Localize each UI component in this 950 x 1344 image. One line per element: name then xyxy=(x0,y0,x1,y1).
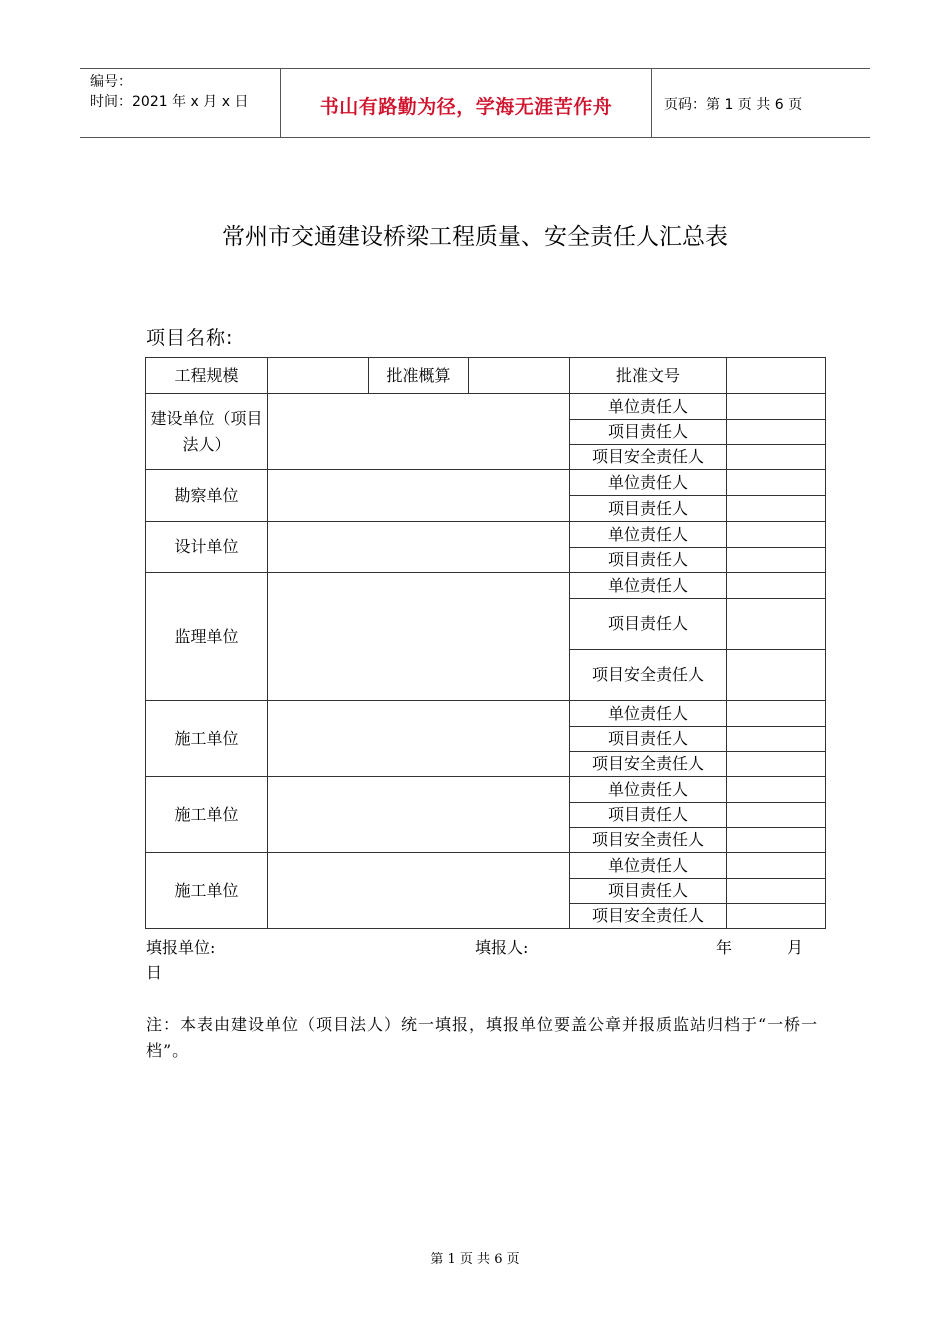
scale-label: 工程规模 xyxy=(146,358,268,394)
table-row xyxy=(146,853,826,879)
role-label: 项目安全责任人 xyxy=(570,445,727,470)
design-unit-label: 设计单位 xyxy=(146,522,268,573)
table-row xyxy=(146,522,826,548)
builder-unit-value-cell[interactable] xyxy=(268,777,570,853)
role-label: 项目责任人 xyxy=(570,548,727,573)
person-cell[interactable] xyxy=(727,573,826,599)
person-cell[interactable] xyxy=(727,522,826,548)
construction-unit-label: 建设单位（项目法人） xyxy=(146,394,268,470)
table-row xyxy=(146,777,826,803)
year-label: 年 xyxy=(716,938,733,957)
person-cell[interactable] xyxy=(727,803,826,828)
role-label: 项目安全责任人 xyxy=(570,650,727,701)
table-row xyxy=(146,573,826,599)
role-label: 项目责任人 xyxy=(570,879,727,904)
table-row xyxy=(146,394,826,420)
person-cell[interactable] xyxy=(727,701,826,727)
summary-table xyxy=(145,357,826,929)
role-label: 单位责任人 xyxy=(570,573,727,599)
role-label: 项目安全责任人 xyxy=(570,904,727,929)
role-label: 项目责任人 xyxy=(570,599,727,650)
footnote: 注：本表由建设单位（项目法人）统一填报，填报单位要盖公章并报质监站归档于“一桥一档”。 xyxy=(146,1015,819,1060)
builder-unit-label: 施工单位 xyxy=(146,701,268,777)
role-label: 项目责任人 xyxy=(570,727,727,752)
person-cell[interactable] xyxy=(727,752,826,777)
person-cell[interactable] xyxy=(727,496,826,522)
header-motto: 书山有路勤为径，学海无涯苦作舟 xyxy=(319,96,613,118)
role-label: 单位责任人 xyxy=(570,853,727,879)
construction-unit-value-cell[interactable] xyxy=(268,394,570,470)
role-label: 单位责任人 xyxy=(570,701,727,727)
header-motto-cell xyxy=(281,69,652,137)
survey-unit-label: 勘察单位 xyxy=(146,470,268,522)
supervision-unit-label: 监理单位 xyxy=(146,573,268,701)
page-footer: 第 1 页 共 6 页 xyxy=(430,1252,520,1267)
header-page-cell xyxy=(652,69,870,137)
person-cell[interactable] xyxy=(727,420,826,445)
role-label: 项目安全责任人 xyxy=(570,752,727,777)
person-cell[interactable] xyxy=(727,548,826,573)
project-name-label: 项目名称: xyxy=(146,327,234,349)
person-cell[interactable] xyxy=(727,853,826,879)
person-cell[interactable] xyxy=(727,445,826,470)
role-label: 项目责任人 xyxy=(570,496,727,522)
person-cell[interactable] xyxy=(727,470,826,496)
filler-label: 填报人: xyxy=(475,938,529,957)
person-cell[interactable] xyxy=(727,904,826,929)
person-cell[interactable] xyxy=(727,879,826,904)
role-label: 单位责任人 xyxy=(570,777,727,803)
supervision-unit-value-cell[interactable] xyxy=(268,573,570,701)
role-label: 项目责任人 xyxy=(570,420,727,445)
month-label: 月 xyxy=(787,938,804,957)
builder-unit-label: 施工单位 xyxy=(146,853,268,929)
scale-value-cell[interactable] xyxy=(268,358,369,394)
budget-value-cell[interactable] xyxy=(469,358,570,394)
day-label: 日 xyxy=(146,963,163,982)
header-meta-cell xyxy=(80,69,281,137)
table-row xyxy=(146,358,826,394)
person-cell[interactable] xyxy=(727,394,826,420)
role-label: 项目安全责任人 xyxy=(570,828,727,853)
person-cell[interactable] xyxy=(727,650,826,701)
approval-doc-value-cell[interactable] xyxy=(727,358,826,394)
builder-unit-value-cell[interactable] xyxy=(268,701,570,777)
table-row xyxy=(146,701,826,727)
page-title: 常州市交通建设桥梁工程质量、安全责任人汇总表 xyxy=(222,224,728,250)
person-cell[interactable] xyxy=(727,599,826,650)
role-label: 单位责任人 xyxy=(570,394,727,420)
person-cell[interactable] xyxy=(727,828,826,853)
survey-unit-value-cell[interactable] xyxy=(268,470,570,522)
document-time: 时间：2021 年 x 月 x 日 xyxy=(90,94,249,110)
builder-unit-label: 施工单位 xyxy=(146,777,268,853)
person-cell[interactable] xyxy=(727,727,826,752)
role-label: 项目责任人 xyxy=(570,803,727,828)
person-cell[interactable] xyxy=(727,777,826,803)
document-number: 编号： xyxy=(90,74,132,90)
approval-doc-label: 批准文号 xyxy=(570,358,727,394)
filler-unit-label: 填报单位: xyxy=(146,938,216,957)
design-unit-value-cell[interactable] xyxy=(268,522,570,573)
budget-label: 批准概算 xyxy=(369,358,469,394)
role-label: 单位责任人 xyxy=(570,470,727,496)
table-row xyxy=(146,470,826,496)
header-page-number: 页码：第 1 页 共 6 页 xyxy=(664,97,803,113)
page-header xyxy=(80,68,870,138)
role-label: 单位责任人 xyxy=(570,522,727,548)
builder-unit-value-cell[interactable] xyxy=(268,853,570,929)
